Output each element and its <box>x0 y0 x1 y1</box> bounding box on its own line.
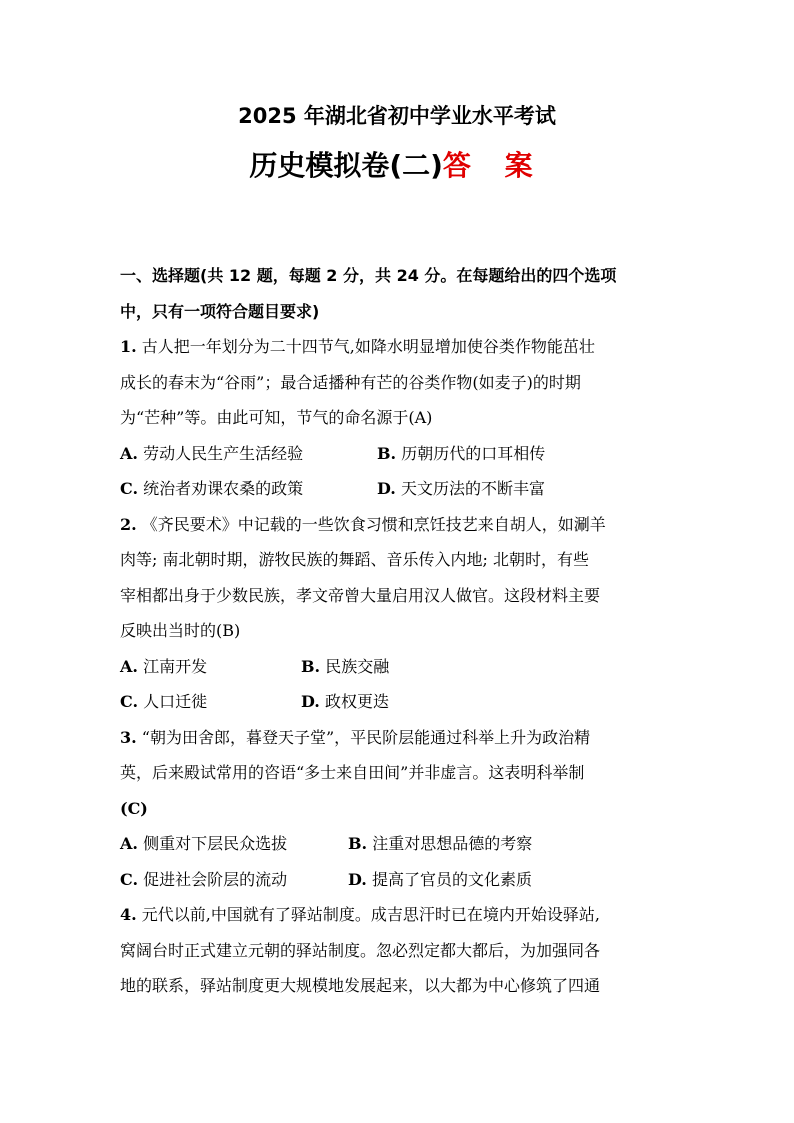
question-text-line: 4. 元代以前,中国就有了驿站制度。成吉思汗时已在境内开始设驿站, <box>120 905 600 924</box>
question-text-line: 窝阔台时正式建立元朝的驿站制度。忽必烈定都大都后，为加强同各 <box>120 940 601 960</box>
answer-label: 答 案 <box>442 149 545 182</box>
options-row <box>120 826 675 862</box>
question-number: 1. <box>120 337 137 356</box>
options-row <box>120 436 675 472</box>
option-a: A. 劳动人民生产生活经验 <box>120 443 304 463</box>
option-c: C. 人口迁徙 <box>120 692 208 711</box>
option-b: B. 注重对思想品德的考察 <box>348 834 533 853</box>
question-text-line: 3. “朝为田舍郎，暮登天子堂”，平民阶层能通过科举上升为政治精 <box>120 727 591 747</box>
option-d: D. 政权更迭 <box>301 692 389 711</box>
options-row <box>120 649 675 685</box>
question-text-line: 地的联系，驿站制度更大规模地发展起来，以大都为中心修筑了四通 <box>120 976 601 995</box>
option-c: C. 统治者劝课农桑的政策 <box>120 479 304 498</box>
option-a: A. 江南开发 <box>120 656 208 676</box>
question-text-line: 为“芒种”等。由此可知，节气的命名源于(A) <box>120 408 433 427</box>
section-heading-cont: 中，只有一项符合题目要求) <box>120 301 320 321</box>
option-d: D. 天文历法的不断丰富 <box>377 479 545 498</box>
paper-title <box>0 144 794 184</box>
options-row <box>120 862 675 898</box>
option-b: B. 历朝历代的口耳相传 <box>377 443 546 463</box>
document-body <box>120 258 675 1004</box>
question-text-line: (C) <box>120 798 148 818</box>
question-text-line: 2. 《齐民要术》中记载的一些饮食习惯和烹饪技艺来自胡人，如涮羊 <box>120 514 606 534</box>
question-text-line: 1. 古人把一年划分为二十四节气,如降水明显增加使谷类作物能茁壮 <box>120 337 595 356</box>
option-d: D. 提高了官员的文化素质 <box>348 869 532 889</box>
option-c: C. 促进社会阶层的流动 <box>120 869 288 889</box>
options-row <box>120 471 675 507</box>
question-text-line: 反映出当时的(B) <box>120 621 241 640</box>
option-a: A. 侧重对下层民众选拔 <box>120 834 288 853</box>
question-2 <box>120 507 675 720</box>
question-text-line: 英，后来殿试常用的咨语“多士来自田间”并非虚言。这表明科举制 <box>120 763 585 782</box>
question-4 <box>120 897 675 1004</box>
question-text-line: 成长的春末为“谷雨”；最合适播种有芒的谷类作物(如麦子)的时期 <box>120 372 581 392</box>
question-3 <box>120 720 675 898</box>
options-row <box>120 684 675 720</box>
question-1 <box>120 329 675 507</box>
question-text-line: 肉等; 南北朝时期，游牧民族的舞蹈、音乐传入内地; 北朝时，有些 <box>120 550 589 569</box>
question-text-line: 宰相都出身于少数民族，孝文帝曾大量启用汉人做官。这段材料主要 <box>120 585 601 605</box>
paper-title-main: 历史模拟卷(二) <box>249 149 443 182</box>
section-heading: 一、选择题(共 12 题，每题 2 分，共 24 分。在每题给出的四个选项 <box>120 266 617 285</box>
question-number: 4. <box>120 905 137 924</box>
question-number: 2. <box>120 514 137 534</box>
exam-title: 2025 年湖北省初中学业水平考试 <box>238 104 556 128</box>
option-b: B. 民族交融 <box>301 656 390 676</box>
question-number: 3. <box>120 727 137 747</box>
